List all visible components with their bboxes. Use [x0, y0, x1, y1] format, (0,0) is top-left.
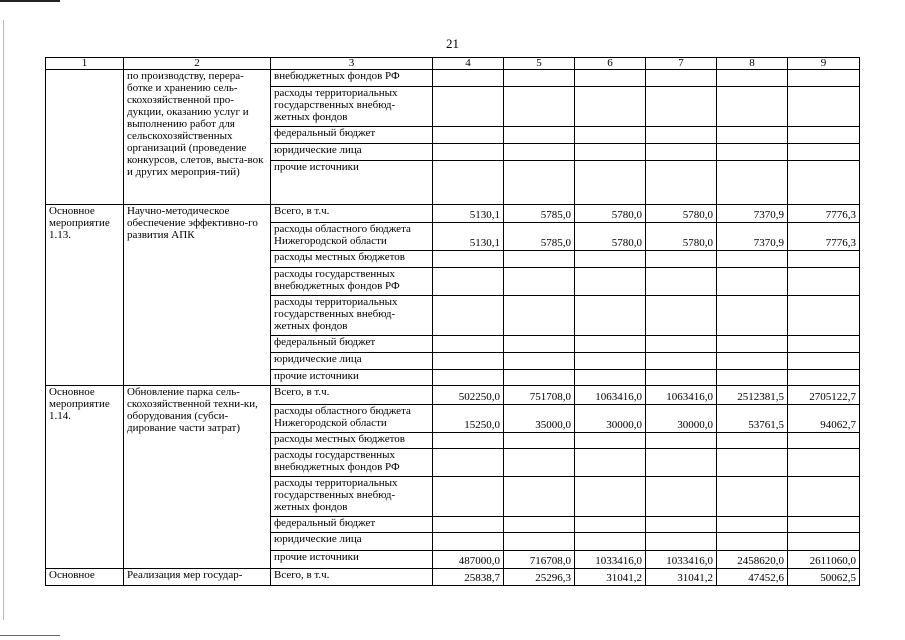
col-header: 1	[46, 58, 124, 70]
cell-value: 502250,0	[433, 386, 504, 405]
col-header: 8	[717, 58, 788, 70]
cell-source: расходы местных бюджетов	[271, 251, 433, 268]
cell-source: прочие источники	[271, 551, 433, 569]
cell-value: 35000,0	[504, 405, 575, 433]
cell-value: 7776,3	[788, 223, 860, 251]
cell-value: 31041,2	[646, 569, 717, 586]
cell-source: Всего, в т.ч.	[271, 386, 433, 405]
table-row	[46, 386, 860, 405]
cell-value: 2512381,5	[717, 386, 788, 405]
col-header: 3	[271, 58, 433, 70]
table-row	[46, 205, 860, 223]
cell-value: 47452,6	[717, 569, 788, 586]
cell-value: 2611060,0	[788, 551, 860, 569]
col-header: 4	[433, 58, 504, 70]
page-number: 21	[446, 36, 459, 51]
cell-value: 2458620,0	[717, 551, 788, 569]
binding-edge-line	[3, 20, 4, 620]
col-header: 6	[575, 58, 646, 70]
cell-value: 7370,9	[717, 223, 788, 251]
cell-value: 5130,1	[433, 223, 504, 251]
cell-source: расходы областного бюджета Нижегородской области	[271, 223, 433, 251]
cell-activity-id	[46, 70, 124, 205]
cell-activity-id: Основное мероприятие 1.14.	[46, 386, 124, 569]
cell-value: 1063416,0	[575, 386, 646, 405]
cell-value: 30000,0	[646, 405, 717, 433]
cell-source: федеральный бюджет	[271, 517, 433, 533]
cell-activity-id: Основное мероприятие 1.13.	[46, 205, 124, 386]
cell-source: расходы территориальных государственных внебюд-жетных фондов	[271, 87, 433, 127]
scan-edge-mark	[0, 0, 60, 2]
cell-activity-name: Научно-методическое обеспечение эффективно-го развития АПК	[124, 205, 271, 386]
table-row	[46, 70, 860, 87]
header-row	[46, 58, 860, 70]
cell-source: прочие источники	[271, 370, 433, 386]
cell-value: 751708,0	[504, 386, 575, 405]
cell-source: расходы местных бюджетов	[271, 433, 433, 449]
cell-value: 31041,2	[575, 569, 646, 586]
cell-value: 53761,5	[717, 405, 788, 433]
cell-value: 5780,0	[646, 223, 717, 251]
cell-value: 94062,7	[788, 405, 860, 433]
cell-source: расходы государственных внебюджетных фондов РФ	[271, 268, 433, 296]
cell-value: 7370,9	[717, 205, 788, 223]
cell-value: 1033416,0	[575, 551, 646, 569]
col-header: 7	[646, 58, 717, 70]
cell-source: Всего, в т.ч.	[271, 569, 433, 586]
cell-source: федеральный бюджет	[271, 336, 433, 353]
col-header: 9	[788, 58, 860, 70]
cell-value: 25838,7	[433, 569, 504, 586]
cell-value: 15250,0	[433, 405, 504, 433]
cell-activity-name: Обновление парка сель-скохозяйственной техни-ки, оборудования (субси-дирование части затрат)	[124, 386, 271, 569]
table-row	[46, 569, 860, 586]
cell-value: 5780,0	[575, 223, 646, 251]
col-header: 2	[124, 58, 271, 70]
cell-value: 5785,0	[504, 223, 575, 251]
cell-value: 5785,0	[504, 205, 575, 223]
cell-value: 2705122,7	[788, 386, 860, 405]
budget-table	[45, 57, 860, 586]
col-header: 5	[504, 58, 575, 70]
cell-value: 716708,0	[504, 551, 575, 569]
cell-activity-name: Реализация мер государ-	[124, 569, 271, 586]
cell-source: Всего, в т.ч.	[271, 205, 433, 223]
cell-source: расходы областного бюджета Нижегородской области	[271, 405, 433, 433]
cell-source: расходы территориальных государственных внебюд-жетных фондов	[271, 477, 433, 517]
cell-value: 1033416,0	[646, 551, 717, 569]
cell-value: 487000,0	[433, 551, 504, 569]
cell-source: расходы государственных внебюджетных фондов РФ	[271, 449, 433, 477]
cell-source: юридические лица	[271, 353, 433, 370]
cell-value: 5780,0	[575, 205, 646, 223]
cell-value: 25296,3	[504, 569, 575, 586]
cell-value: 5130,1	[433, 205, 504, 223]
cell-value: 30000,0	[575, 405, 646, 433]
cell-source: расходы территориальных государственных внебюд-жетных фондов	[271, 296, 433, 336]
cell-activity-name: по производству, перера-ботке и хранению сель-скохозяйственной про-дукции, оказанию услуг и выполнению работ для сельскохозяйственных организаций (проведение конкурсов, слетов, выста-вок и других мероприя-тий)	[124, 70, 271, 205]
cell-value: 5780,0	[646, 205, 717, 223]
cell-source: прочие источники	[271, 161, 433, 205]
cell-value: 50062,5	[788, 569, 860, 586]
cell-value: 7776,3	[788, 205, 860, 223]
cell-source: федеральный бюджет	[271, 127, 433, 144]
cell-source: юридические лица	[271, 144, 433, 161]
cell-source: юридические лица	[271, 533, 433, 551]
cell-source: внебюджетных фондов РФ	[271, 70, 433, 87]
cell-value: 1063416,0	[646, 386, 717, 405]
cell-activity-id: Основное	[46, 569, 124, 586]
scan-edge-mark-bottom	[0, 635, 60, 636]
